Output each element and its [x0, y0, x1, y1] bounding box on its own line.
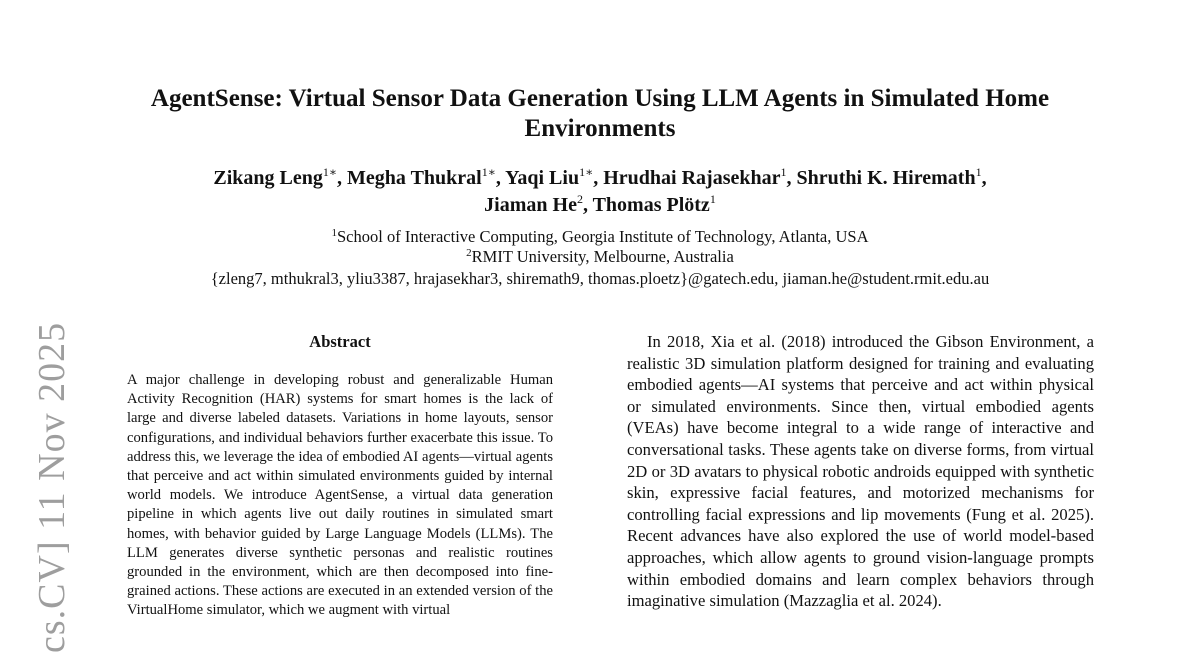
- abstract-heading: Abstract: [309, 332, 371, 351]
- author-separator: ,: [593, 167, 604, 189]
- author-name: Yaqi Liu: [505, 167, 580, 189]
- author-separator: ,: [786, 167, 797, 189]
- paper-title: AgentSense: Virtual Sensor Data Generation Using LLM Agents in Simulated Home Environments: [150, 85, 1050, 142]
- affiliation-2: [100, 246, 1100, 267]
- introduction-paragraph: In 2018, Xia et al. (2018) introduced the Gibson Environment, a realistic 3D simulation platform designed for training and evaluating embodied agents—AI systems that perceive and act within physical or simulated environments. Since then, virtual embodied agents (VEAs) have become integral to a wide range of interactive and conversational tasks. These agents take on diverse forms, from virtual 2D or 3D avatars to physical robotic androids equipped with synthetic skin, expressive facial features, and motorized mechanisms for controlling facial expressions and lip movements (Fung et al. 2025). Recent advances have also explored the use of world model-based approaches, which allow agents to ground vision-language prompts within embodied domains and learn complex behaviors through imaginative simulation (Mazzaglia et al. 2024).: [627, 332, 1094, 611]
- arxiv-watermark: cs.CV] 11 Nov 2025: [31, 322, 73, 654]
- author-separator: ,: [337, 167, 348, 189]
- affiliation-text: RMIT University, Melbourne, Australia: [471, 247, 734, 266]
- author-mark: 1: [975, 165, 982, 179]
- author-separator: ,: [981, 167, 987, 189]
- author-name: Hrudhai Rajasekhar: [603, 167, 781, 189]
- author-list: [100, 165, 1100, 219]
- author-mark: 1: [780, 165, 787, 179]
- affiliation-text: School of Interactive Computing, Georgia Institute of Technology, Atlanta, USA: [337, 227, 869, 246]
- author-mark: 2: [576, 192, 583, 206]
- author-separator: ,: [582, 194, 593, 216]
- author-separator: ,: [495, 167, 506, 189]
- author-mark: 1∗: [579, 165, 594, 179]
- author-emails: {zleng7, mthukral3, yliu3387, hrajasekhar3, shiremath9, thomas.ploetz}@gatech.edu, jiaman.he@student.rmit.edu.au: [210, 269, 990, 288]
- author-mark: 1: [709, 192, 716, 206]
- affiliation-1: [100, 226, 1100, 247]
- affiliation-mark: 2: [466, 247, 472, 259]
- abstract-body: A major challenge in developing robust and generalizable Human Activity Recognition (HAR) systems for smart homes is the lack of large and diverse labeled datasets. Variations in home layouts, sensor configurations, and individual behaviors further exacerbate this issue. To address this, we leverage the idea of embodied AI agents—virtual agents that perceive and act within simulated environments guided by internal world models. We introduce AgentSense, a virtual data generation pipeline in which agents live out daily routines in simulated smart homes, with behavior guided by Large Language Models (LLMs). The LLM generates diverse synthetic personas and realistic routines grounded in the environment, which are then decomposed into fine-grained actions. These actions are executed in an extended version of the VirtualHome simulator, which we augment with virtual: [127, 372, 553, 619]
- author-mark: 1∗: [322, 165, 338, 179]
- author-name: Megha Thukral: [347, 167, 482, 189]
- author-name: Thomas Plötz: [592, 194, 710, 216]
- author-mark: 1∗: [481, 165, 496, 179]
- author-name: Zikang Leng: [213, 167, 323, 189]
- affiliation-mark: 1: [331, 227, 337, 239]
- author-name: Shruthi K. Hiremath: [796, 167, 976, 189]
- author-name: Jiaman He: [484, 194, 577, 216]
